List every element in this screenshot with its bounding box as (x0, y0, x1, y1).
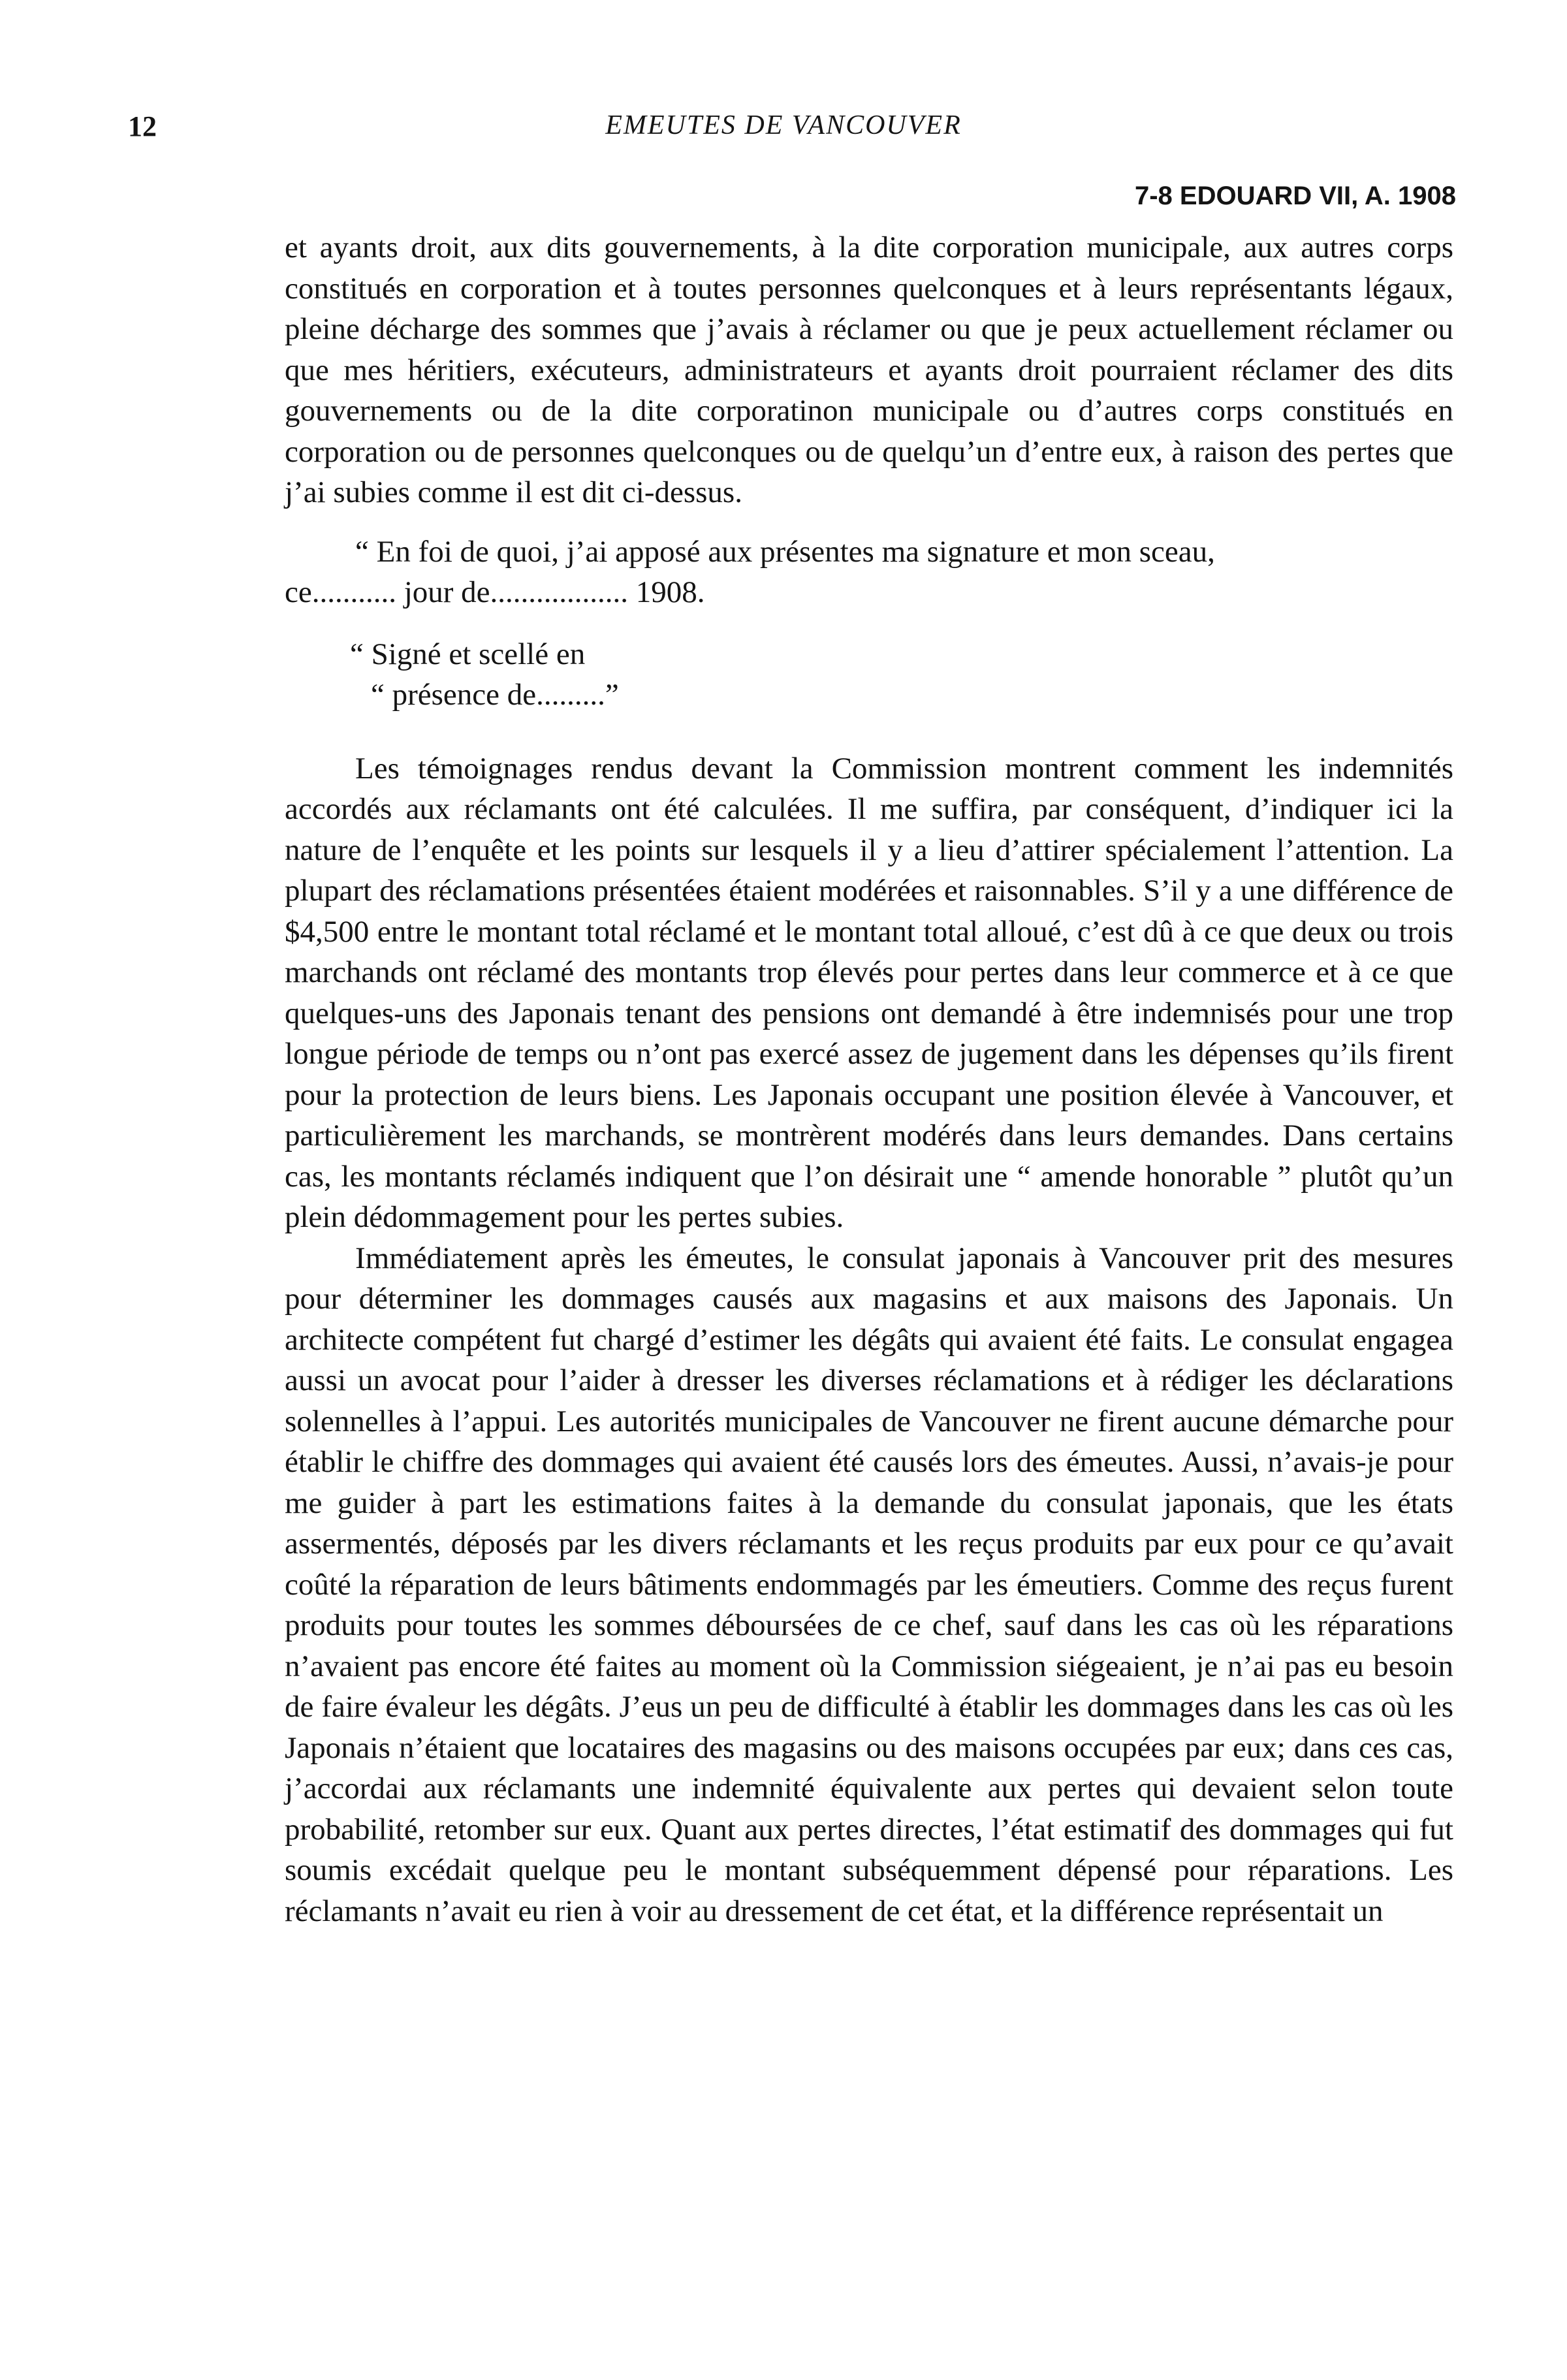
body-text (285, 227, 1453, 1931)
paragraph-release-clause: et ayants droit, aux dits gouvernements, à la dite corporation municipale, aux autres corps constitués en corporation et à toutes personnes quelconques et à leurs représentants légaux, pleine décharge des sommes que j’avais à réclamer ou que je peux actuellement réclamer ou que mes héritiers, exécuteurs, administrateurs et ayants droit pourraient réclamer des dits gouvernements ou de la dite corporatinon municipale ou d’autres corps constitués en corporation ou de personnes quelconques ou de quelqu’un d’entre eux, à raison des pertes que j’ai subies comme il est dit ci-dessus. (285, 230, 1453, 509)
closing-formula-line-2: ce........... jour de.................. 1908. (285, 575, 705, 609)
spacer (285, 716, 1453, 748)
signature-line-signed-sealed: “ Signé et scellé en (350, 637, 586, 671)
closing-formula (285, 532, 1453, 613)
closing-formula-line-1: “ En foi de quoi, j’ai apposé aux présentes ma signature et mon sceau, (355, 534, 1215, 569)
page-number: 12 (128, 110, 157, 142)
session-reference: 7-8 EDOUARD VII, A. 1908 (1134, 182, 1456, 210)
paragraph-consulate-measures: Immédiatement après les émeutes, le consulat japonais à Vancouver prit des mesures pour déterminer les dommages causés aux magasins et aux maisons des Japonais. Un architecte compétent fut chargé d’estimer les dégâts qui avaient été faits. Le consulat engagea aussi un avocat pour l’aider à dresser les diverses réclamations et à rédiger les déclarations solennelles à l’appui. Les autorités municipales de Vancouver ne firent aucune démarche pour établir le chiffre des dommages qui avaient été causés lors des émeutes. Aussi, n’avais-je pour me guider à part les estimations faites à la demande du consulat japonais, que les états assermentés, déposés par les divers réclamants et les reçus produits par eux pour ce qu’avait coûté la réparation de leurs bâtiments endommagés par les émeutiers. Comme des reçus furent produits pour toutes les sommes déboursées de ce chef, sauf dans les cas où les réparations n’avaient pas encore été faites au moment où la Commission siégeaient, je n’ai pas eu besoin de faire évaleur les dégâts. J’eus un peu de difficulté à établir les dommages dans les cas où les Japonais n’étaient que locataires des magasins ou des maisons occupées par eux; dans ces cas, j’accordai aux réclamants une indemnité équivalente aux pertes qui devaient selon toute probabilité, retomber sur eux. Quant aux pertes directes, l’état estimatif des dommages qui fut soumis excédait quelque peu le montant subséquemment dépensé pour réparations. Les réclamants n’avait eu rien à voir au dressement de cet état, et la différence représentait un (285, 1241, 1453, 1928)
paragraph-testimony: Les témoignages rendus devant la Commission montrent comment les indemnités accordés aux réclamants ont été calculées. Il me suffira, par conséquent, d’indiquer ici la nature de l’enquête et les points sur lesquels il y a lieu d’attirer spécialement l’attention. La plupart des réclamations présentées étaient modérées et raisonnables. S’il y a une différence de $4,500 entre le montant total réclamé et le montant total alloué, c’est dû à ce que deux ou trois marchands ont réclamé des montants trop élevés pour pertes dans leur commerce et à ce que quelques-uns des Japonais tenant des pensions ont demandé à être indemnisés pour une trop longue période de temps ou n’ont pas exercé assez de jugement dans les dépenses qu’ils firent pour la protection de leurs biens. Les Japonais occupant une position élevée à Vancouver, et particulièrement les marchands, se montrèrent modérés dans leurs demandes. Dans certains cas, les montants réclamés indiquent que l’on désirait une “ amende honorable ” plutôt qu’un plein dédommagement pour les pertes subies. (285, 751, 1453, 1234)
running-title: EMEUTES DE VANCOUVER (605, 110, 962, 140)
signature-line-presence: “ présence de.........” (371, 678, 619, 712)
